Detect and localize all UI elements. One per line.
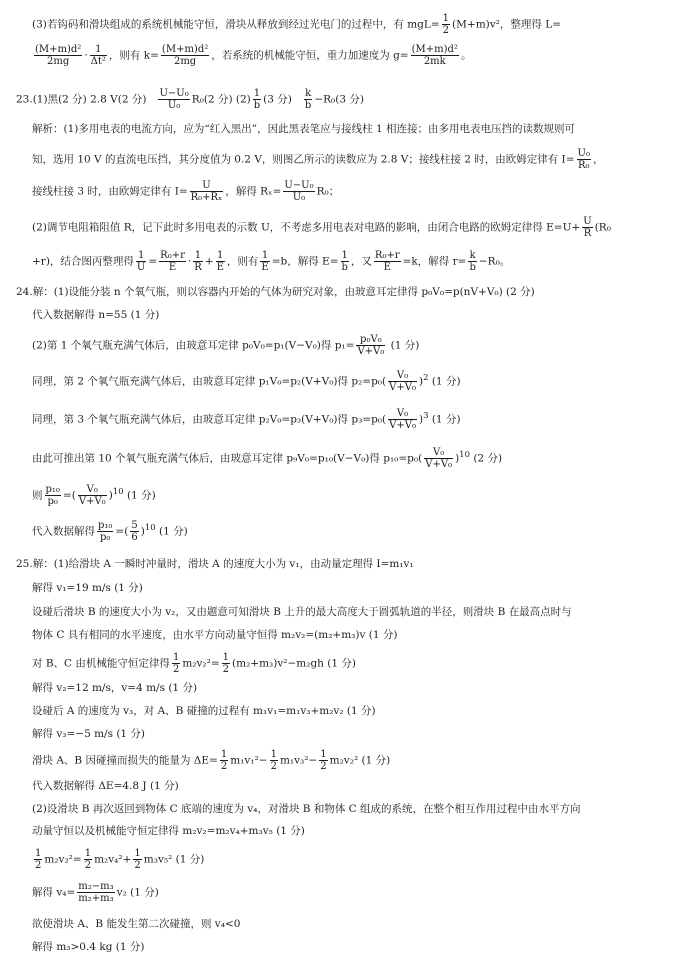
q24-line5: 同理，第 3 个氧气瓶充满气体后，由玻意耳定律 p₂V₀=p₃(V+V₀)得 p₃=p₀( $\frac{\text{V₀}}{\text{V+V₀}}$ )$^3$ (1 分) <box>32 408 461 431</box>
q22-part3-line1 <box>32 13 561 36</box>
fraction: $\frac{1}{2}$ <box>84 848 92 871</box>
q24-line6: 由此可推出第 10 个氧气瓶充满气体后，由玻意耳定律 p₉V₀=p₁₀(V−V₀)得 p₁₀=p₀( $\frac{\text{V₀}}{\text{V+V₀}}$ )$^{10}$ (2 分) <box>32 447 503 470</box>
q25-line10: 代入数据解得 ΔE=4.8 J (1 分) <box>32 780 179 792</box>
fraction: $\frac{\text{m₂−m₃}}{\text{m₂+m₃}}$ <box>78 881 114 904</box>
fraction: $\frac{1}{b}$ <box>253 88 261 111</box>
q25-line15: 欲使滑块 A、B 能发生第二次碰撞，则 v₄<0 <box>32 918 241 930</box>
fraction: $\frac{\text{(M+m)d²}}{2mg}$ <box>35 44 82 67</box>
q25-line14: 解得 v₄= $\frac{\text{m₂−m₃}}{\text{m₂+m₃}}$ v₂ (1 分) <box>32 881 159 904</box>
fraction: $\frac{5}{6}$ <box>131 520 138 543</box>
q25-line16: 解得 m₃>0.4 kg (1 分) <box>32 941 145 953</box>
fraction: $\frac{\text{p₁₀}}{\text{p₀}}$ <box>98 520 113 543</box>
q24-line3: (2)第 1 个氧气瓶充满气体后，由玻意耳定律 p₀V₀=p₁(V−V₀)得 p₁= $\frac{\text{p₀V₀}}{\text{V+V₀}}$ (1 分) <box>32 334 420 357</box>
q23-analysis-line4: (2)调节电阻箱阻值 R，记下此时多用电表的示数 U，不考虑多用电表对电路的影响，由闭合电路的欧姆定律得 E=U+ $\frac{U}{R}$ (R₀ <box>32 216 611 239</box>
fraction: $\frac{U}{\text{R₀+Rₓ}}$ <box>190 180 223 203</box>
q24-line4: 同理，第 2 个氧气瓶充满气体后，由玻意耳定律 p₁V₀=p₂(V+V₀)得 p₂=p₀( $\frac{\text{V₀}}{\text{V+V₀}}$ )$^2$ (1 分) <box>32 370 461 393</box>
q23-analysis-line1: 解析：(1)多用电表的电流方向，应为“红入黑出”，因此黑表笔应与接线柱 1 相连接；由多用电表电压挡的读数规则可 <box>32 123 575 135</box>
fraction: $\frac{1}{E}$ <box>216 250 224 273</box>
q23-analysis-line5: +r)，结合图丙整理得 $\frac{1}{U}$ = $\frac{\text{R₀+r}}{E}$ · $\frac{1}{R}$ + $\frac{1}{E}$ ，则有 $\frac{1}{E}$ =b，解得 E= $\frac{1}{b}$ ，又 $\frac{\text{R₀+r}}{E}$ =k，解得 r= $\frac{k}{b}$ −R₀。 <box>32 250 511 273</box>
q24-line8: 代入数据解得 $\frac{\text{p₁₀}}{\text{p₀}}$ =( $\frac{5}{6}$ )$^{10}$ (1 分) <box>32 520 188 543</box>
q24-line7: 则 $\frac{\text{p₁₀}}{\text{p₀}}$ =( $\frac{\text{V₀}}{\text{V+V₀}}$ )$^{10}$ (1 分) <box>32 484 156 507</box>
fraction: $\frac{1}{U}$ <box>136 250 146 273</box>
fraction: $\frac{1}{2}$ <box>134 848 141 871</box>
q22-text: (3)若钩码和滑块组成的系统机械能守恒，滑块从释放到经过光电门的过程中，有 mgL= <box>32 18 440 31</box>
fraction: $\frac{\text{U−U₀}}{\text{U₀}}$ <box>159 88 189 111</box>
q25-line12: 动量守恒以及机械能守恒定律得 m₂v₂=m₂v₄+m₃v₅ (1 分) <box>32 825 305 837</box>
q25-line11: (2)设滑块 B 再次返回到物体 C 底端的速度为 v₄，对滑块 B 和物体 C 组成的系统，在整个相互作用过程中由水平方向 <box>32 803 581 815</box>
fraction: $\frac{1}{2}$ <box>270 749 277 772</box>
q23-answer-line: 23.(1)黑(2 分) 2.8 V(2 分) $\frac{\text{U−U₀}}{\text{U₀}}$ R₀(2 分) (2) $\frac{1}{b}$ (3 分) $\frac{k}{b}$ −R₀(3 分) <box>16 88 364 111</box>
fraction: $\frac{1}{R}$ <box>194 250 202 273</box>
fraction: $\frac{\text{p₁₀}}{\text{p₀}}$ <box>45 484 60 507</box>
q25-line8: 解得 v₃=−5 m/s (1 分) <box>32 728 146 740</box>
fraction: $\frac{\text{R₀+r}}{E}$ <box>160 250 185 273</box>
fraction: $\frac{1}{2}$ <box>320 749 327 772</box>
q25-line7: 设碰后 A 的速度为 v₃，对 A、B 碰撞的过程有 m₁v₁=m₁v₃+m₂v₂ (1 分) <box>32 705 376 717</box>
fraction: $\frac{\text{V₀}}{\text{V+V₀}}$ <box>389 370 416 393</box>
q25-line13: $\frac{1}{2}$ m₂v₂²= $\frac{1}{2}$ m₂v₄²+ $\frac{1}{2}$ m₃v₅² (1 分) <box>35 848 205 871</box>
q24-line2: 代入数据解得 n=55 (1 分) <box>32 309 160 321</box>
fraction: $\frac{1}{\text{Δt²}}$ <box>90 44 106 67</box>
q22-part3-line2: $\frac{\text{(M+m)d²}}{2mg}$ · $\frac{1}{\text{Δt²}}$ ，则有 k= $\frac{\text{(M+m)d²}}{2mg}$ ，若系统的机械能守恒，重力加速度为 g= $\frac{\text{(M+m)d²}}{2mk}$ 。 <box>35 44 472 67</box>
fraction: $\frac{1}{2}$ <box>220 749 228 772</box>
fraction: $\frac{\text{U₀}}{\text{R₀}}$ <box>577 148 590 171</box>
q23-analysis-line3: 接线柱接 3 时，由欧姆定律有 I= $\frac{U}{\text{R₀+Rₓ}}$ ，解得 Rₓ= $\frac{\text{U−U₀}}{\text{U₀}}$ R₀； <box>32 180 340 203</box>
fraction: $\frac{\text{V₀}}{\text{V+V₀}}$ <box>389 408 416 431</box>
q25-line2: 解得 v₁=19 m/s (1 分) <box>32 582 143 594</box>
q25-line9: 滑块 A、B 因碰撞而损失的能量为 ΔE= $\frac{1}{2}$ m₁v₁²− $\frac{1}{2}$ m₁v₃²− $\frac{1}{2}$ m₂v₂² (1 分) <box>32 749 391 772</box>
fraction: $\frac{\text{(M+m)d²}}{2mg}$ <box>161 44 209 67</box>
fraction: $\frac{\text{V₀}}{\text{V+V₀}}$ <box>78 484 106 507</box>
fraction: $\frac{1}{2}$ <box>442 13 450 36</box>
q25-line6: 解得 v₂=12 m/s，v=4 m/s (1 分) <box>32 682 198 694</box>
fraction: $\frac{\text{p₀V₀}}{\text{V+V₀}}$ <box>357 334 385 357</box>
fraction: $\frac{1}{2}$ <box>35 848 42 871</box>
fraction: $\frac{1}{E}$ <box>261 250 269 273</box>
fraction: $\frac{k}{b}$ <box>469 250 476 273</box>
q25-line5: 对 B、C 由机械能守恒定律得 $\frac{1}{2}$ m₂v₂²= $\frac{1}{2}$ (m₂+m₃)v²−m₂gh (1 分) <box>32 652 356 675</box>
q25-line4: 物体 C 具有相同的水平速度，由水平方向动量守恒得 m₂v₂=(m₂+m₃)v (1 分) <box>32 629 398 641</box>
q25-line3: 设碰后滑块 B 的速度大小为 v₂，又由题意可知滑块 B 上升的最大高度大于圆弧轨道的半径，则滑块 B 在最高点时与 <box>32 606 572 618</box>
fraction: $\frac{1}{2}$ <box>222 652 230 675</box>
q25-line1: 25.解：(1)给滑块 A 一瞬时冲量时，滑块 A 的速度大小为 v₁，由动量定理得 I=m₁v₁ <box>16 558 414 570</box>
fraction: $\frac{1}{2}$ <box>172 652 180 675</box>
fraction: $\frac{k}{b}$ <box>304 88 312 111</box>
q22-text: (M+m)v²，整理得 L= <box>452 18 561 31</box>
fraction: $\frac{\text{V₀}}{\text{V+V₀}}$ <box>425 447 453 470</box>
fraction: $\frac{\text{(M+m)d²}}{2mk}$ <box>411 44 458 67</box>
fraction: $\frac{\text{R₀+r}}{E}$ <box>374 250 400 273</box>
fraction: $\frac{1}{b}$ <box>341 250 348 273</box>
q23-analysis-line2: 知，选用 10 V 的直流电压挡，其分度值为 0.2 V，则图乙所示的读数应为 2.8 V；接线柱接 2 时，由欧姆定律有 I= $\frac{\text{U₀}}{\text{R₀}}$ ， <box>32 148 604 171</box>
fraction: $\frac{\text{U−U₀}}{\text{U₀}}$ <box>284 180 314 203</box>
fraction: $\frac{U}{R}$ <box>583 216 592 239</box>
q24-line1: 24.解：(1)设能分装 n 个氧气瓶，则以容器内开始的气体为研究对象，由玻意耳定律得 p₀V₀=p(nV+V₀) (2 分) <box>16 286 535 298</box>
